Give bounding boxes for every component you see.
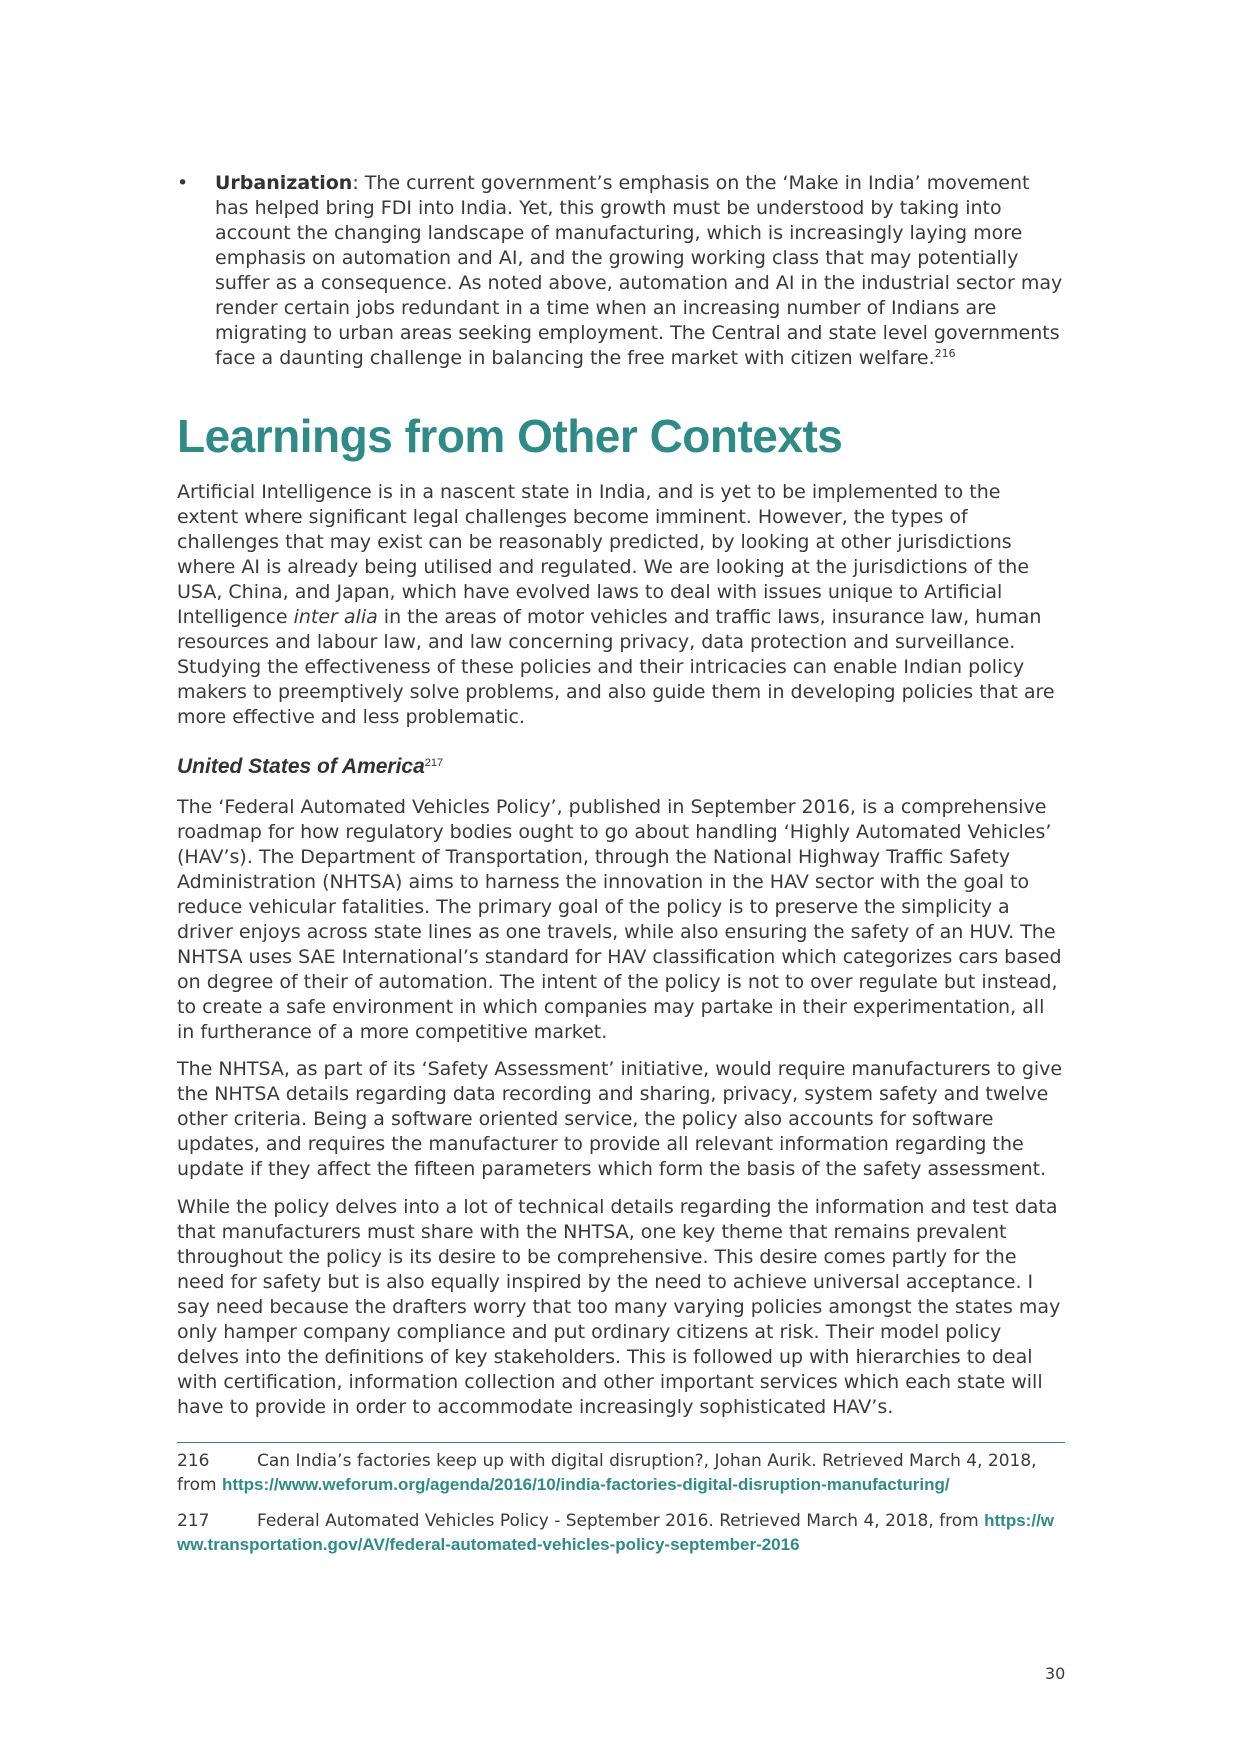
bullet-marker: •: [177, 172, 189, 194]
footnote-divider: [177, 1442, 1065, 1443]
bullet-body: : The current government’s emphasis on the ‘Make in India’ movement has helped bring FDI into India. Yet, this growth must be understood by taking into account the changing landscape of manufacturing, which is increasingly laying more emphasis on automation and AI, and the growing working class that may potentially suffer as a consequence. As noted above, automation and AI in the industrial sector may render certain jobs redundant in a time when an increasing number of Indians are migrating to urban areas seeking employment. The Central and state level governments face a daunting challenge in balancing the free market with citizen welfare.: [215, 172, 1063, 369]
intro-text-after: in the areas of motor vehicles and traffic laws, insurance law, human resources and labour law, and law concerning privacy, data protection and surveillance. Studying the effectiveness of these policies and their intricacies can enable Indian policy makers to preemptively solve problems, and also guide them in developing policies that are more effective and less problematic.: [177, 606, 1055, 728]
intro-paragraph: [177, 480, 1065, 730]
footnote-link[interactable]: https://www.transportation.gov/AV/federal-automated-vehicles-policy-september-2016: [177, 1511, 1055, 1554]
usa-paragraph-3: While the policy delves into a lot of technical details regarding the information and test data that manufacturers must share with the NHTSA, one key theme that remains prevalent throughout the policy is its desire to be comprehensive. This desire comes partly for the need for safety but is also equally inspired by the need to achieve universal acceptance. I say need because the drafters worry that too many varying policies amongst the states may only hamper company compliance and put ordinary citizens at risk. Their model policy delves into the definitions of key stakeholders. This is followed up with hierarchies to deal with certification, information collection and other important services which each state will have to provide in order to accommodate increasingly sophisticated HAV’s.: [177, 1196, 1061, 1418]
footnote-ref-217[interactable]: 217: [424, 757, 444, 769]
bullet-item-urbanization: [177, 171, 1065, 371]
subheading-text: United States of America: [177, 755, 425, 778]
section-heading: Learnings from Other Contexts: [177, 410, 843, 462]
footnote-number: 217: [177, 1511, 210, 1531]
footnote-text: Federal Automated Vehicles Policy - September 2016. Retrieved March 4, 2018, from: [257, 1511, 985, 1531]
footnote-ref-216[interactable]: 216: [934, 347, 956, 360]
intro-italic: inter alia: [293, 606, 378, 628]
footnote-216: [177, 1450, 1065, 1497]
bullet-term: Urbanization: [215, 172, 353, 194]
intro-text-before: Artificial Intelligence is in a nascent state in India, and is yet to be implemented to the extent where significant legal challenges become imminent. However, the types of challenges that may exist can be reasonably predicted, by looking at other jurisdictions where AI is already being utilised and regulated. We are looking at the jurisdictions of the USA, China, and Japan, which have evolved laws to deal with issues unique to Artificial Intelligence: [177, 481, 1030, 628]
footnote-number: 216: [177, 1451, 210, 1471]
footnote-text: Can India’s factories keep up with digital disruption?, Johan Aurik. Retrieved March 4, 2018, from: [177, 1451, 1037, 1495]
page-number: 30: [1045, 1664, 1066, 1683]
usa-paragraph-2: The NHTSA, as part of its ‘Safety Assessment’ initiative, would require manufacturers to give the NHTSA details regarding data recording and sharing, privacy, system safety and twelve other criteria. Being a software oriented service, the policy also accounts for software updates, and requires the manufacturer to provide all relevant information regarding the update if they affect the fifteen parameters which form the basis of the safety assessment.: [177, 1058, 1063, 1180]
footnote-link[interactable]: https://www.weforum.org/agenda/2016/10/india-factories-digital-disruption-manufacturing/: [221, 1475, 950, 1494]
subsection-heading-usa: [177, 754, 443, 780]
usa-paragraph-1: The ‘Federal Automated Vehicles Policy’, published in September 2016, is a comprehensive roadmap for how regulatory bodies ought to go about handling ‘Highly Automated Vehicles’ (HAV’s). The Department of Transportation, through the National Highway Traffic Safety Administration (NHTSA) aims to harness the innovation in the HAV sector with the goal to reduce vehicular fatalities. The primary goal of the policy is to preserve the simplicity a driver enjoys across state lines as one travels, while also ensuring the safety of an HUV. The NHTSA uses SAE International’s standard for HAV classification which categorizes cars based on degree of their of automation. The intent of the policy is not to over regulate but instead, to create a safe environment in which companies may partake in their experimentation, all in furtherance of a more competitive market.: [177, 796, 1062, 1043]
footnote-217: [177, 1509, 1065, 1557]
bullet-text: [215, 171, 1065, 371]
